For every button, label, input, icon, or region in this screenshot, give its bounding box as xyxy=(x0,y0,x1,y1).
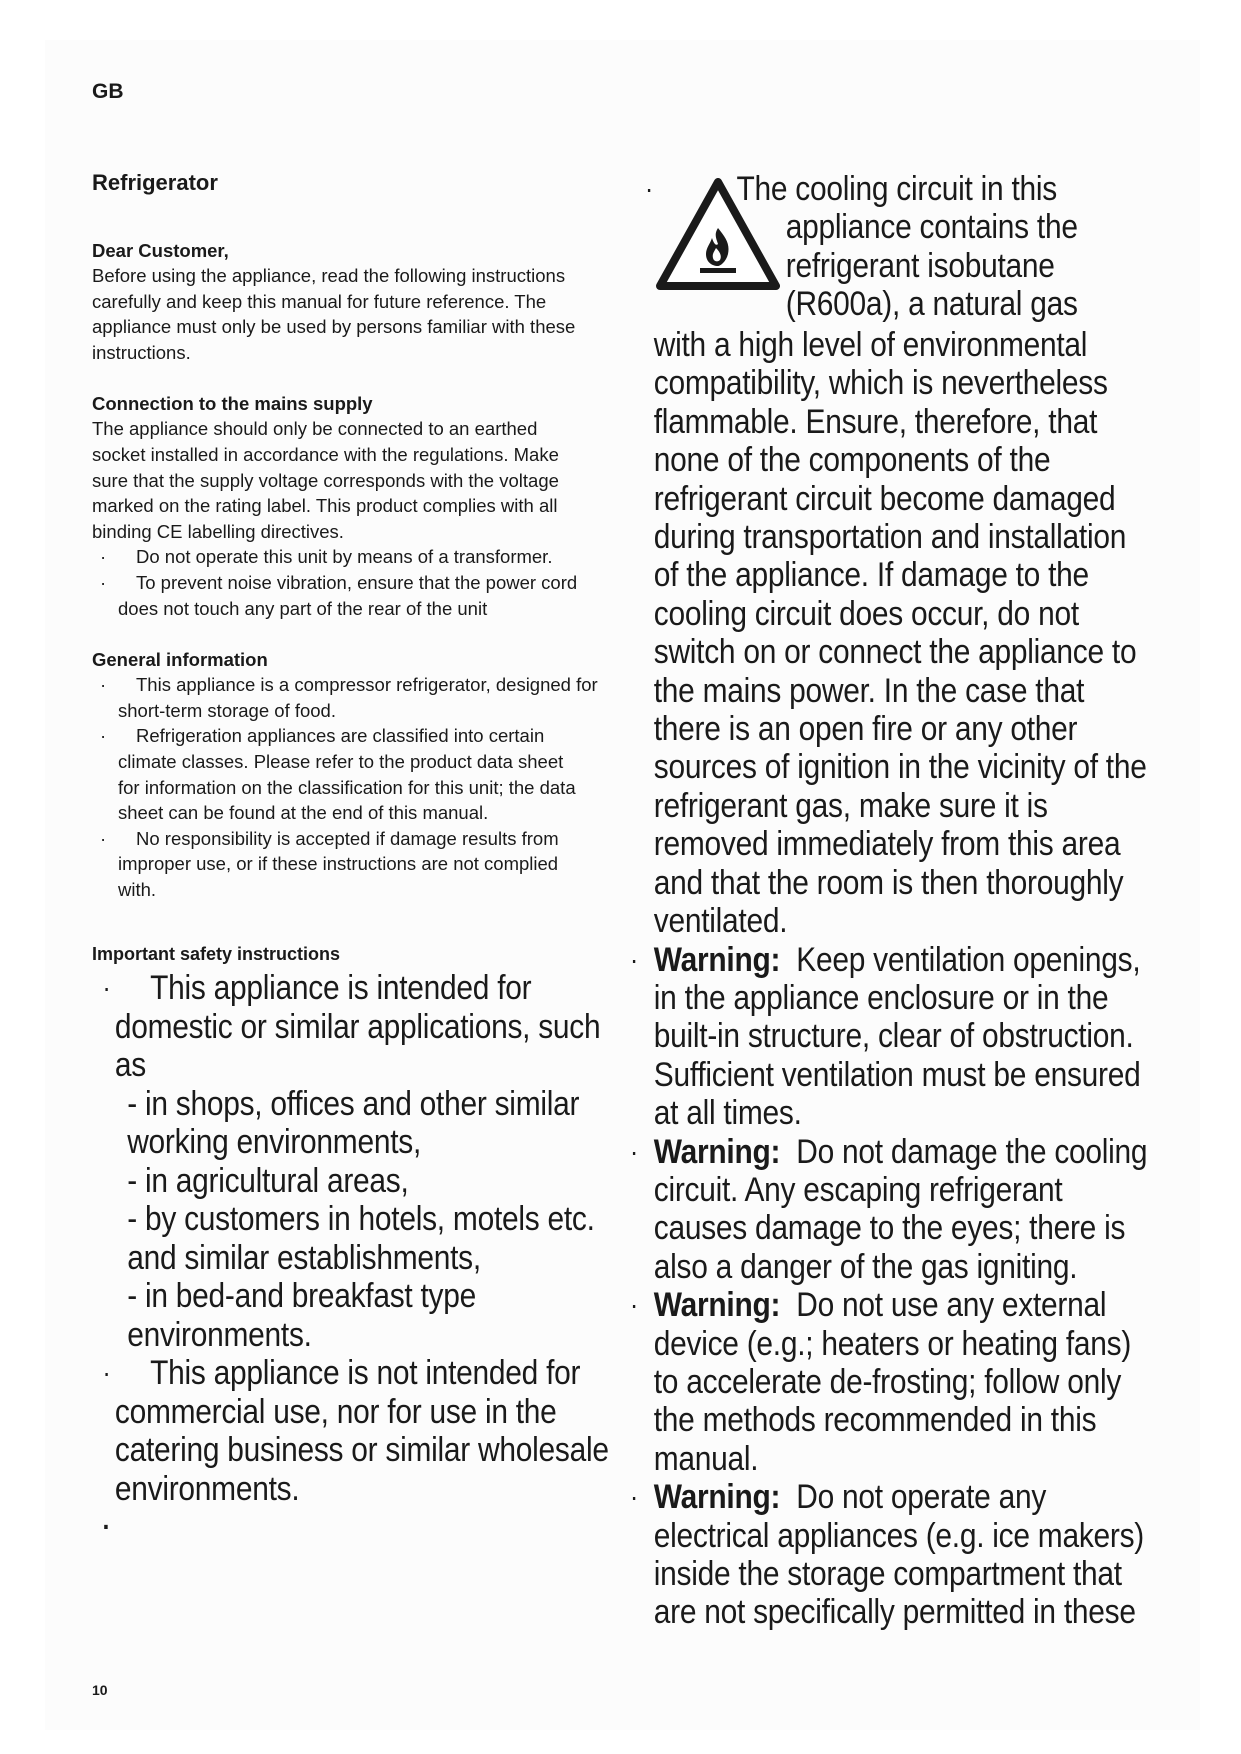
greeting-section xyxy=(92,238,612,365)
safety-list xyxy=(92,969,611,1546)
greeting-line: Before using the appliance, read the following instructions xyxy=(92,265,566,286)
left-column xyxy=(92,170,612,1546)
bullet-icon: · xyxy=(102,972,111,1004)
general-heading: General information xyxy=(92,649,268,671)
sub-item: working environments, xyxy=(127,1123,421,1162)
safety-section xyxy=(92,942,612,1546)
page-number: 10 xyxy=(92,1682,108,1698)
bullet-icon: · xyxy=(102,1357,111,1389)
mains-line: sure that the supply voltage corresponds with the voltage xyxy=(92,469,559,491)
mains-line: The appliance should only be connected to an earthed xyxy=(92,418,538,440)
greeting-heading: Dear Customer, xyxy=(92,240,229,261)
mains-heading: Connection to the mains supply xyxy=(92,393,373,415)
list-item: · This appliance is intended for domestic or similar applications, such as xyxy=(102,969,601,1085)
right-column xyxy=(630,170,1150,1632)
warning-item: · Warning: Keep ventilation openings, in the appliance enclosure or in the built-in structure, clear of obstruction. Sufficient ventilation must be ensured at all times. xyxy=(630,940,1141,1133)
safety-heading: Important safety instructions xyxy=(92,944,341,965)
sub-item: - in agricultural areas, xyxy=(127,1161,409,1200)
page-title: Refrigerator xyxy=(92,170,218,195)
flammable-warning-icon xyxy=(656,178,780,290)
mains-section xyxy=(92,391,612,621)
bullet-icon: · xyxy=(100,725,107,747)
warning-item: · Warning: Do not damage the cooling circuit. Any escaping refrigerant causes damage to the eyes; there is also a danger of the gas igniting. xyxy=(630,1132,1148,1286)
sub-item: environments. xyxy=(127,1315,312,1354)
intro-continued: with a high level of environmental compatibility, which is nevertheless flammable. Ensure, therefore, that none of the components of the refrigerant circuit become damaged during transportation and installation of the appliance. If damage to the cooling circuit does occur, do not switch on or connect the appliance to the mains power. In the case that there is an open fire or any other sources of ignition in the vicinity of the refrigerant gas, make sure it is removed immediately from this area and that the room is then thoroughly ventilated. xyxy=(653,326,1147,941)
bullet-icon: · xyxy=(100,571,107,593)
sub-item: - by customers in hotels, motels etc. xyxy=(127,1200,595,1239)
bullet-icon: · xyxy=(630,1481,638,1513)
list-item xyxy=(92,1508,611,1546)
bullet-icon: · xyxy=(630,1289,638,1321)
mains-line: binding CE labelling directives. xyxy=(92,520,344,542)
greeting-line: carefully and keep this manual for future reference. The xyxy=(92,290,547,312)
warning-label: Warning: xyxy=(653,940,781,979)
bullet-icon: · xyxy=(630,943,638,975)
bullet-icon: · xyxy=(100,546,107,568)
general-section xyxy=(92,647,612,902)
list-item: · No responsibility is accepted if damage results from improper use, or if these instructions are not complied with. xyxy=(100,827,559,900)
mains-line: marked on the rating label. This product complies with all xyxy=(92,495,558,517)
bullet-icon: · xyxy=(102,1511,111,1543)
sub-item: and similar establishments, xyxy=(127,1238,481,1277)
warning-item: · Warning: Do not operate any electrical appliances (e.g. ice makers) inside the storage compartment that are not specifically permitted in these xyxy=(630,1478,1145,1632)
list-item: · This appliance is not intended for commercial use, nor for use in the catering business or similar wholesale environments. xyxy=(102,1354,609,1508)
intro-block: · The cooling circuit in this appliance contains the refrigerant isobutane (R600a), a natural gas xyxy=(644,170,1078,324)
bullet-icon: · xyxy=(100,674,107,696)
warning-label: Warning: xyxy=(653,1286,781,1325)
greeting-line: instructions. xyxy=(92,341,191,363)
language-code: GB xyxy=(92,80,124,103)
mains-line: socket installed in accordance with the regulations. Make xyxy=(92,443,559,465)
warning-label: Warning: xyxy=(653,1132,781,1171)
bullet-icon: · xyxy=(100,827,107,849)
list-item: · Refrigeration appliances are classified into certain climate classes. Please refer to the product data sheet for information on the classification for this unit; the data sheet can be found at the end of this manual. xyxy=(100,725,576,824)
list-item: · To prevent noise vibration, ensure that the power cord does not touch any part of the rear of the unit xyxy=(100,571,578,619)
bullet-icon: · xyxy=(644,173,653,204)
warning-label: Warning: xyxy=(653,1478,781,1517)
sub-item: - in bed-and breakfast type xyxy=(127,1277,477,1316)
right-text xyxy=(630,170,1149,1632)
list-item: · This appliance is a compressor refrigerator, designed for short-term storage of food. xyxy=(100,674,598,721)
greeting-line: appliance must only be used by persons familiar with these xyxy=(92,316,576,338)
sub-item: - in shops, offices and other similar xyxy=(127,1084,580,1123)
bullet-icon: · xyxy=(630,1135,638,1167)
warning-item: · Warning: Do not use any external device (e.g.; heaters or heating fans) to accelerate de-frosting; follow only the methods recommended in this manual. xyxy=(630,1286,1132,1478)
list-item: · Do not operate this unit by means of a transformer. xyxy=(92,544,612,570)
